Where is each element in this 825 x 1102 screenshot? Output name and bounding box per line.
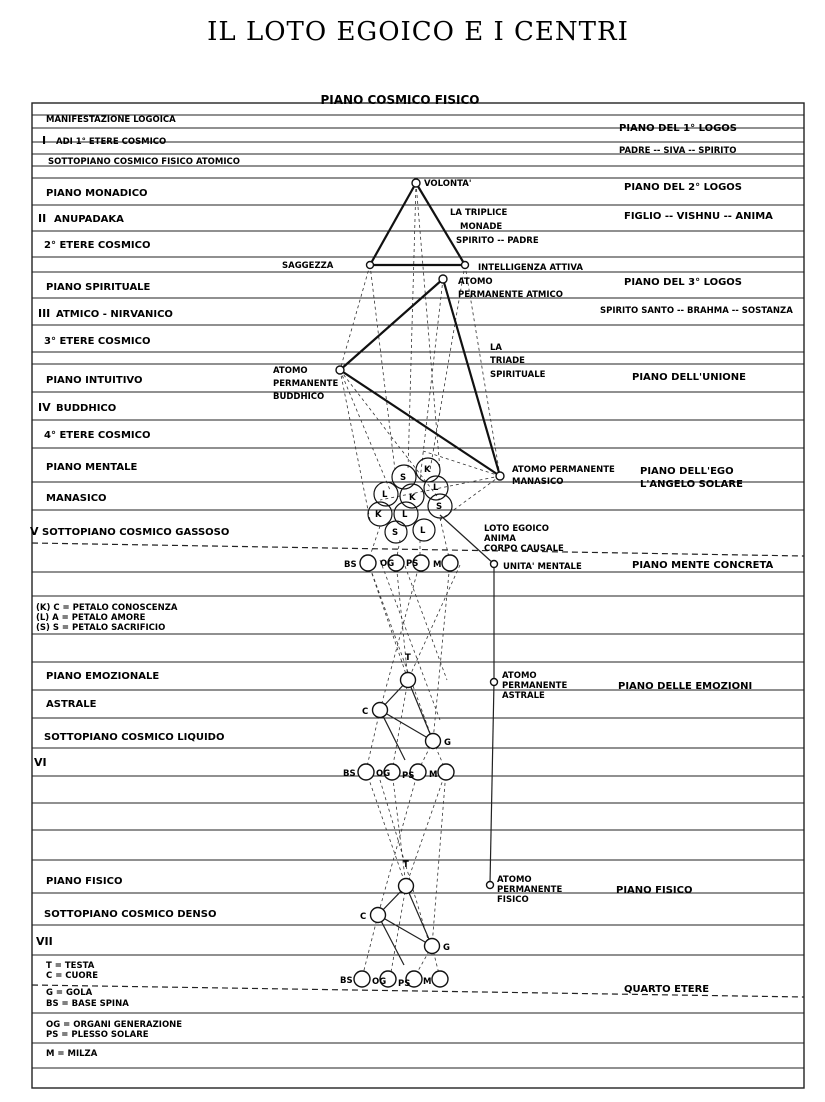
node-atomo-buddhico xyxy=(336,366,344,374)
svg-text:PS: PS xyxy=(398,979,411,989)
spiritual-triad xyxy=(340,279,500,476)
right-labels xyxy=(600,123,793,995)
label-figlio-vishnu: FIGLIO -- VISHNU -- ANIMA xyxy=(624,211,773,222)
label-4-etere: 4° ETERE COSMICO xyxy=(44,430,151,441)
label-triplice-3: SPIRITO -- PADRE xyxy=(456,236,539,246)
label-atomo-buddhico-2: PERMANENTE xyxy=(273,379,339,389)
center-physical-bs xyxy=(354,971,370,987)
svg-text:L: L xyxy=(382,490,388,500)
roman-v: V xyxy=(30,525,39,538)
label-anupadaka: ANUPADAKA xyxy=(54,214,124,225)
label-loto-2: ANIMA xyxy=(484,534,516,544)
svg-text:L: L xyxy=(420,526,426,536)
label-spirito-santo: SPIRITO SANTO -- BRAHMA -- SOSTANZA xyxy=(600,306,793,316)
center-physical-c xyxy=(371,908,386,923)
legend-organi-generazione: OG = ORGANI GENERAZIONE xyxy=(46,1020,183,1030)
svg-text:T: T xyxy=(405,653,411,663)
label-atomo-buddhico-1: ATOMO xyxy=(273,366,308,376)
label-adi: ADI 1° ETERE COSMICO xyxy=(56,137,167,147)
svg-text:OG: OG xyxy=(376,769,391,779)
svg-text:S: S xyxy=(400,473,407,483)
node-atomo-fisico xyxy=(487,882,494,889)
label-mente-concreta: PIANO MENTE CONCRETA xyxy=(632,560,774,571)
svg-text:OG: OG xyxy=(380,559,395,569)
left-labels xyxy=(42,115,240,920)
label-piano-monadico: PIANO MONADICO xyxy=(46,188,148,199)
label-piano-fisico-right: PIANO FISICO xyxy=(616,885,693,896)
label-piano-2-logos: PIANO DEL 2° LOGOS xyxy=(624,182,742,193)
egoic-lotus xyxy=(368,458,452,543)
label-intelligenza: INTELLIGENZA ATTIVA xyxy=(478,263,583,273)
svg-text:BS: BS xyxy=(343,769,356,779)
roman-i: I xyxy=(42,134,47,147)
label-volonta: VOLONTA' xyxy=(424,179,472,189)
label-atomo-astrale-2: PERMANENTE xyxy=(502,681,568,691)
label-atomo-atmico-1: ATOMO xyxy=(458,277,493,287)
label-triplice-1: LA TRIPLICE xyxy=(450,208,508,218)
label-unita-mentale: UNITA' MENTALE xyxy=(503,562,582,572)
legend-petalo-sacrificio: (S) S = PETALO SACRIFICIO xyxy=(36,623,166,633)
legend-base-spina: BS = BASE SPINA xyxy=(46,999,129,1009)
node-unita-mentale xyxy=(491,561,498,568)
svg-text:L: L xyxy=(402,510,408,520)
legend-testa: T = TESTA xyxy=(46,961,95,971)
svg-text:PS: PS xyxy=(406,559,419,569)
astral-centers xyxy=(343,653,498,781)
svg-text:M: M xyxy=(433,560,442,570)
svg-text:BS: BS xyxy=(340,976,353,986)
roman-vii: VII xyxy=(36,935,53,948)
label-padre-siva: PADRE -- SIVA -- SPIRITO xyxy=(619,146,737,156)
svg-text:PS: PS xyxy=(402,771,415,781)
center-astral-bs xyxy=(358,764,374,780)
label-sottopiano-gassoso: SOTTOPIANO COSMICO GASSOSO xyxy=(42,527,230,538)
label-triade-3: SPIRITUALE xyxy=(490,370,546,380)
center-astral-g xyxy=(426,734,441,749)
svg-text:K: K xyxy=(375,510,382,520)
legend-milza: M = MILZA xyxy=(46,1049,98,1059)
node-atomo-atmico xyxy=(439,275,447,283)
label-sottopiano-liquido: SOTTOPIANO COSMICO LIQUIDO xyxy=(44,732,225,743)
center-astral-c xyxy=(373,703,388,718)
label-manasico: MANASICO xyxy=(46,493,107,504)
node-atomo-manasico xyxy=(496,472,504,480)
label-loto-1: LOTO EGOICO xyxy=(484,524,549,534)
svg-text:M: M xyxy=(423,977,432,987)
label-atomo-fisico-3: FISICO xyxy=(497,895,529,905)
label-piano-ego: PIANO DELL'EGO xyxy=(640,466,734,477)
label-piano-fisico: PIANO FISICO xyxy=(46,876,123,887)
svg-text:C: C xyxy=(360,912,367,922)
center-astral-t xyxy=(401,673,416,688)
label-loto-3: CORPO CAUSALE xyxy=(484,544,564,554)
label-atomo-astrale-1: ATOMO xyxy=(502,671,537,681)
legend-gola: G = GOLA xyxy=(46,988,93,998)
roman-numerals xyxy=(30,134,53,948)
label-sottopiano-denso: SOTTOPIANO COSMICO DENSO xyxy=(44,909,217,920)
svg-text:G: G xyxy=(444,738,451,748)
center-physical-m xyxy=(432,971,448,987)
label-triplice-2: MONADE xyxy=(460,222,503,232)
label-manifestazione: MANIFESTAZIONE LOGOICA xyxy=(46,115,176,125)
label-buddhico: BUDDHICO xyxy=(56,403,117,414)
label-atomo-manasico-2: MANASICO xyxy=(512,477,564,487)
center-physical-t xyxy=(399,879,414,894)
legend-petalo-conoscenza: (K) C = PETALO CONOSCENZA xyxy=(36,603,178,613)
label-piano-unione: PIANO DELL'UNIONE xyxy=(632,372,746,383)
legend-cuore: C = CUORE xyxy=(46,971,98,981)
node-intelligenza xyxy=(462,262,469,269)
label-3-etere: 3° ETERE COSMICO xyxy=(44,336,151,347)
svg-text:C: C xyxy=(362,707,369,717)
label-piano-emozioni: PIANO DELLE EMOZIONI xyxy=(618,681,753,692)
label-sottopiano-atomico: SOTTOPIANO COSMICO FISICO ATOMICO xyxy=(48,157,240,167)
label-atomo-buddhico-3: BUDDHICO xyxy=(273,392,325,402)
legend-petali xyxy=(36,603,178,633)
legend-plesso-solare: PS = PLESSO SOLARE xyxy=(46,1030,149,1040)
svg-text:K: K xyxy=(409,493,416,503)
diagram-header: PIANO COSMICO FISICO xyxy=(320,93,480,107)
svg-text:T: T xyxy=(403,860,409,870)
label-piano-1-logos: PIANO DEL 1° LOGOS xyxy=(619,123,737,134)
center-mental-m xyxy=(442,555,458,571)
svg-text:OG: OG xyxy=(372,977,387,987)
svg-text:L: L xyxy=(433,483,439,493)
svg-text:K: K xyxy=(424,465,431,475)
plane-lines xyxy=(32,115,804,1068)
page-title: IL LOTO EGOICO E I CENTRI xyxy=(207,17,629,47)
label-astrale: ASTRALE xyxy=(46,699,97,710)
label-angelo-solare: L'ANGELO SOLARE xyxy=(640,479,743,490)
node-saggezza xyxy=(367,262,374,269)
label-atmico: ATMICO - NIRVANICO xyxy=(56,309,173,320)
svg-text:S: S xyxy=(436,502,443,512)
monad-triangle xyxy=(370,183,465,265)
center-physical-g xyxy=(425,939,440,954)
label-atomo-fisico-2: PERMANENTE xyxy=(497,885,563,895)
legend-centri xyxy=(46,961,182,1059)
label-2-etere: 2° ETERE COSMICO xyxy=(44,240,151,251)
label-atomo-fisico-1: ATOMO xyxy=(497,875,532,885)
center-mental-bs xyxy=(360,555,376,571)
label-quarto-etere: QUARTO ETERE xyxy=(624,984,710,995)
node-atomo-astrale xyxy=(491,679,498,686)
label-piano-intuitivo: PIANO INTUITIVO xyxy=(46,375,143,386)
label-atomo-manasico-1: ATOMO PERMANENTE xyxy=(512,465,615,475)
roman-iv: IV xyxy=(38,401,51,414)
node-volonta xyxy=(412,179,420,187)
svg-text:M: M xyxy=(429,770,438,780)
label-piano-emozionale: PIANO EMOZIONALE xyxy=(46,671,160,682)
label-piano-spirituale: PIANO SPIRITUALE xyxy=(46,282,151,293)
svg-text:G: G xyxy=(443,943,450,953)
label-saggezza: SAGGEZZA xyxy=(282,261,334,271)
svg-text:BS: BS xyxy=(344,560,357,570)
mental-centers xyxy=(344,555,498,571)
label-triade-1: LA xyxy=(490,343,502,353)
label-piano-mentale: PIANO MENTALE xyxy=(46,462,138,473)
svg-text:S: S xyxy=(392,528,399,538)
roman-iii: III xyxy=(38,307,51,320)
label-piano-3-logos: PIANO DEL 3° LOGOS xyxy=(624,277,742,288)
label-atomo-atmico-2: PERMANENTE ATMICO xyxy=(458,290,564,300)
label-atomo-astrale-3: ASTRALE xyxy=(502,691,545,701)
center-astral-m xyxy=(438,764,454,780)
roman-ii: II xyxy=(38,212,47,225)
label-triade-2: TRIADE xyxy=(490,356,525,366)
legend-petalo-amore: (L) A = PETALO AMORE xyxy=(36,613,146,623)
roman-vi: VI xyxy=(34,756,47,769)
